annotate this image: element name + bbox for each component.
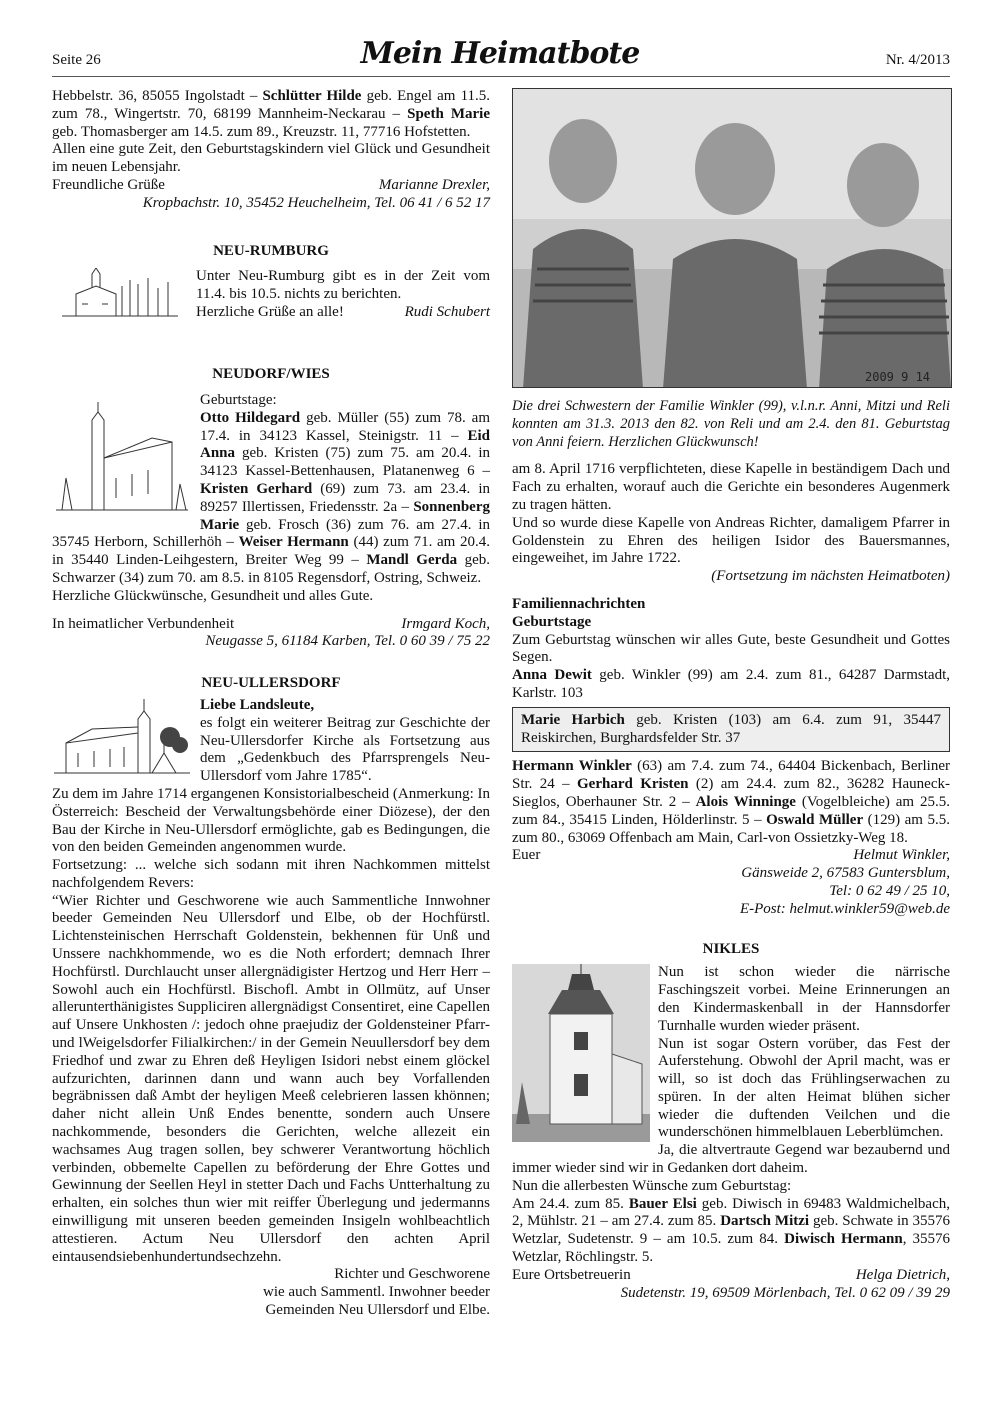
section-title-neu-rumburg: NEU-RUMBURG	[213, 242, 329, 259]
rumburg-text: Unter Neu-Rumburg gibt es in der Zeit vom 11.4. bis 10.5. nichts zu berichten.	[196, 268, 490, 303]
nikles-paragraph-2: Nun ist sogar Ostern vorüber, das Fest der Auferstehung. Obwohl der April macht, was er will, so ist doch das Frühlingserwachen zu spüren. In der alten Heimat blühen sicher wieder die duftenden Veilchen und die wunderschönen himmelblauen Leberblümchen.	[658, 1035, 950, 1141]
salutation: Liebe Landsleute,	[200, 696, 315, 713]
continuation-paragraph-2: Und so wurde diese Kapelle von Andreas Richter, damaligem Pfarrer in Goldenstein zu Ehren des heiligen Isidor des Bauersmannes, eingeweihet, im Jahre 1722.	[512, 514, 950, 567]
photo-caption: Die drei Schwestern der Familie Winkler (99), v.l.n.r. Anni, Mitzi und Reli konnten am 31.3. 2013 den 82. von Reli und am 2.4. den 81. Geburtstag von Anni feiern. Herzlichen Glückwunsch!	[512, 398, 950, 450]
family-news-wish: Zum Geburtstag wünschen wir alles Gute, beste Gesundheit und Gottes Segen.	[512, 631, 950, 666]
header-rule	[52, 76, 950, 77]
masthead-title: Mein Heimatbote	[360, 36, 640, 71]
section-title-neu-ullersdorf: NEU-ULLERSDORF	[201, 675, 341, 692]
nikles-birthdays: Am 24.4. zum 85. Bauer Elsi geb. Diwisch in 69483 Waldmichelbach, 2, Mühlstr. 21 – am 27.4. zum 85. Dartsch Mitzi geb. Schwate in 35576 Wetzlar, Sudetenstr. 9 – am 10.5. zum 84. Diwisch Hermann, 35576 Wetzlar, Röchlingstr. 5.	[512, 1195, 951, 1266]
right-column	[512, 88, 950, 1302]
issue-number: Nr. 4/2013	[885, 52, 950, 68]
church-sketch-rumburg	[52, 268, 188, 328]
photo-date-stamp: 2009 9 14	[865, 370, 931, 384]
winkler-signature: Euer Helmut Winkler,	[512, 847, 950, 864]
ullersdorf-quote: “Wier Richter und Geschworene wie auch Sammentliche Innwohner beeder Gemeinden Neu Ullersdorf und Elbe, ob der Hochfürstl. Lichtensteinischen Herrschaft Goldenstein, bekhennen für Unß und Unssere nachkhommende, wo es die Noth erfordert; demnach Ihrer Hochfürstl. Durchlaucht unser allergnädigister Hertzog und Herr Herr – Sowohl auch ein Hochfürstl. Bischofl. Ambt in Ollmütz, auf Unser allerunterthänigistes Suppliciren allergnädigst Consentiret, eine Capellen auf Unsere Unkhosten /: jedoch ohne praejudiz der Goldensteiner Pfarr- und lWeigelsdorfer Filialkirchen:/ in der Gemein Neuullersdorf bey dem Friedhof und zwar zu Ehren deß Heyligen Isidori nebst einem glöckel aufzurichten, darinnen dann und wann auch bey Vorfallenden begräbnissen daß Ambt der heyligen Meeß celebrieren lassen khönnen; daher nicht allein Unß Endes benentte, sondern auch Unsere nachkommende, besonders die Gerichten, welche allezeit ein wachsames Aug tragen sollen, bey schwerer Verantwortung höchlich verbinden, obbemelte Capellen zu beförderung der Ehre Gottes und Gewinnung der Seellen Heyl in stetter Dach und Fachs Untterhaltung zu erhalten, ein solches thun wier mit reiffer Überlegung und jedermanns einwilligung mit unseren beeden gemeinden Insigeln wohlbeachtlich attestieren. Actum Neu Ullersdorf den achten April eintausendsiebenhundertundsechzehn.	[52, 892, 490, 1265]
closing-line-2: wie auch Sammentl. Inwohner beeder	[263, 1284, 490, 1301]
sisters-photo	[512, 88, 952, 388]
nikles-address: Sudetenstr. 19, 69509 Mörlenbach, Tel. 0 62 09 / 39 29	[620, 1284, 950, 1301]
nikles-paragraph-1: Nun ist schon wieder die närrische Faschingszeit vorbei. Meine Erinnerungen an den Kindermaskenball in der Hannsdorfer Turnhalle wurden wieder präsent.	[658, 964, 950, 1034]
intro-paragraph: Hebbelstr. 36, 85055 Ingolstadt – Schlütter Hilde geb. Engel am 11.5. zum 78., Wingertstr. 70, 68199 Mannheim-Neckarau – Speth Marie geb. Thomasberger am 14.5. zum 89., Kreuzstr. 11, 77716 Hofstetten.	[52, 88, 491, 140]
nikles-paragraph-4: Nun die allerbesten Wünsche zum Geburtstag:	[512, 1177, 792, 1194]
nikles-paragraph-3: Ja, die altvertraute Gegend war bezaubernd und immer wieder sind wir in Gedanken dort daheim.	[512, 1142, 950, 1177]
birthday-list-winkler: Hermann Winkler (63) am 7.4. zum 74., 64404 Bickenbach, Berliner Str. 24 – Gerhard Kristen (2) am 24.4. zum 82., 36282 Hauneck-Sieglos, Oberhauner Str. 2 – Alois Winninge (Vogelbleiche) am 25.5. zum 84., 35415 Linden, Hölderlinstr. 5 – Oswald Müller (129) am 5.5. zum 80., 63069 Offenbach am Main, Carl-von Ossietzky-Weg 18.	[512, 758, 950, 846]
church-sketch-neudorf	[52, 398, 192, 522]
page-number: Seite 26	[52, 52, 101, 68]
neudorf-wishes: Herzliche Glückwünsche, Gesundheit und alles Gute.	[52, 587, 374, 604]
section-title-neudorf-wies: NEUDORF/WIES	[212, 366, 330, 383]
continuation-paragraph-1: am 8. April 1716 verpflichteten, diese Kapelle in beständigem Dach und Fach zu erhalten, worauf auch die Gerichte ein besonderes Augenmerk zu tragen hätten.	[512, 461, 950, 513]
nikles-signature: Eure Ortsbetreuerin Helga Dietrich,	[512, 1266, 950, 1283]
ullersdorf-intro: es folgt ein weiterer Beitrag zur Geschichte der Neu-Ullersdorfer Kirche als Fortsetzung aus dem „Gedenkbuch des Pfarrsprengels Neu-Ullersdorf vom Jahre 1785“.	[200, 714, 490, 785]
wishes-text: Allen eine gute Zeit, den Geburtstagskindern viel Glück und Gesundheit im neuen Lebensjahr.	[52, 141, 490, 176]
ullersdorf-paragraph-1: Zu dem im Jahre 1714 ergangenen Konsistorialbescheid (Anmerkung: In Österreich: Bescheid der Verwaltungsbehörde einer Diözese), der den Bau der Kirche in Neu-Ullersdorf ermöglichte, gab es Bedingungen, die von den beiden Gemeinden angenommen wurde.	[52, 785, 490, 856]
church-sketch-ullersdorf	[52, 697, 192, 785]
highlight-box-marie-harbich: Marie Harbich geb. Kristen (103) am 6.4. zum 91, 35447 Reiskirchen, Burghardsfelder Str. 37	[512, 707, 950, 753]
left-column	[52, 88, 490, 1320]
rumburg-signature: Herzliche Grüße an alle! Rudi Schubert	[196, 303, 490, 320]
signature-line: Freundliche Grüße Marianne Drexler,	[52, 176, 490, 193]
winkler-phone: Tel: 0 62 49 / 25 10,	[829, 882, 950, 899]
continuation-note: (Fortsetzung im nächsten Heimatboten)	[711, 568, 950, 585]
section-title-nikles: NIKLES	[702, 940, 760, 957]
family-news-title: Familiennachrichten	[512, 595, 646, 612]
neudorf-address: Neugasse 5, 61184 Karben, Tel. 0 60 39 / 75 22	[205, 633, 490, 650]
family-news-subtitle: Geburtstage	[512, 613, 592, 630]
closing-line-3: Gemeinden Neu Ullersdorf und Elbe.	[265, 1302, 490, 1319]
birthday-anna-dewit: Anna Dewit geb. Winkler (99) am 2.4. zum 81., 64287 Darmstadt, Karlstr. 103	[512, 667, 950, 701]
neudorf-signature: In heimatlicher Verbundenheit Irmgard Koch,	[52, 615, 490, 632]
closing-line-1: Richter und Geschworene	[334, 1266, 490, 1283]
neudorf-birthdays: Otto Hildegard geb. Müller (55) zum 78. am 17.4. in 34123 Kassel, Steinigstr. 11 – Eid Anna geb. Kristen (75) zum 75. am 20.4. in 34123 Kassel-Bettenhausen, Platanenweg 6 – Kristen Gerhard (69) zum 73. am 23.4. in 89257 Illertissen, Friedensstr. 2a – Sonnenberg Marie geb. Frosch (36) zum 76. am 27.4. in 35745 Herborn, Schillerhöh – Weiser Hermann (44) zum 71. am 20.4. in 35440 Linden-Leihgestern, Breiter Weg 99 – Mandl Gerda geb. Schwarzer (34) zum 70. am 8.5. in 8105 Regensdorf, Ostring, Schweiz.	[52, 409, 491, 586]
church-tower-photo	[512, 964, 650, 1148]
winkler-email: E-Post: helmut.winkler59@web.de	[739, 900, 950, 917]
ullersdorf-paragraph-2: Fortsetzung: ... welche sich sodann mit ihren Nachkommen mittelst nachfolgendem Revers:	[52, 857, 490, 891]
signature-address: Kropbachstr. 10, 35452 Heuchelheim, Tel. 06 41 / 6 52 17	[142, 194, 490, 211]
neudorf-label: Geburtstage:	[200, 391, 277, 408]
winkler-address: Gänsweide 2, 67583 Guntersblum,	[741, 865, 950, 882]
